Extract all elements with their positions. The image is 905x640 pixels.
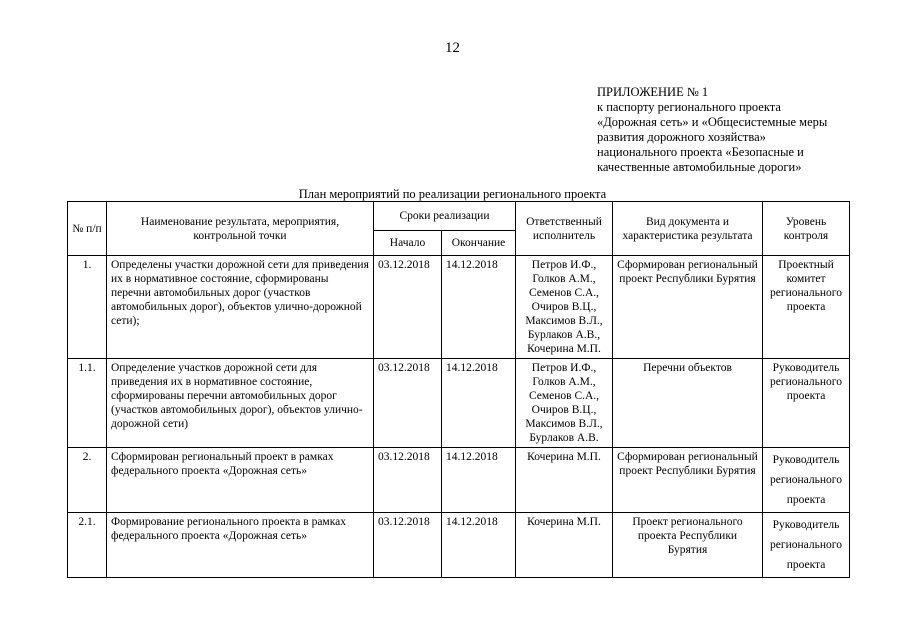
- row-control: Проектный комитет регионального проекта: [763, 256, 850, 359]
- header-doc: Вид документа и характеристика результата: [613, 202, 763, 256]
- appendix-heading: [597, 85, 887, 175]
- executor: Очиров В.Ц.,: [531, 301, 597, 313]
- header-start: Начало: [374, 231, 442, 256]
- appendix-line: качественные автомобильные дороги»: [597, 160, 802, 174]
- row-control: Руководитель регионального проекта: [763, 513, 850, 578]
- row-name: Определение участков дорожной сети для приведения их в нормативное состояние, сформированы перечни автомобильных дорог (участков автомобильных дорог), объектов улично-дорожной сети): [107, 359, 374, 448]
- row-doc: Сформирован региональный проект Республики Бурятия: [613, 448, 763, 513]
- table-row: [68, 256, 850, 359]
- table-header-row: [68, 202, 850, 231]
- row-start: 03.12.2018: [374, 513, 442, 578]
- plan-title-text: План мероприятий по реализации регионального проекта: [298, 187, 607, 201]
- row-executors: [516, 359, 613, 448]
- plan-table: [67, 201, 850, 578]
- header-end: Окончание: [442, 231, 516, 256]
- appendix-line: «Дорожная сеть» и «Общесистемные меры: [597, 115, 828, 129]
- executor: Максимов В.Л.,: [525, 418, 603, 430]
- appendix-line: национального проекта «Безопасные и: [597, 145, 804, 159]
- row-start: 03.12.2018: [374, 256, 442, 359]
- appendix-line: ПРИЛОЖЕНИЕ № 1: [597, 85, 709, 99]
- row-end: 14.12.2018: [442, 448, 516, 513]
- executor: Кочерина М.П.: [527, 343, 601, 355]
- row-end: 14.12.2018: [442, 256, 516, 359]
- executor: Кочерина М.П.: [527, 451, 601, 463]
- row-name: Формирование регионального проекта в рамках федерального проекта «Дорожная сеть»: [107, 513, 374, 578]
- row-num: 2.: [68, 448, 107, 513]
- executor: Петров И.Ф.,: [531, 362, 597, 374]
- row-start: 03.12.2018: [374, 359, 442, 448]
- appendix-line: развития дорожного хозяйства»: [597, 130, 766, 144]
- row-doc: Сформирован региональный проект Республики Бурятия: [613, 256, 763, 359]
- header-num: № п/п: [68, 202, 107, 256]
- page-number: 12: [445, 40, 460, 56]
- row-doc: Проект регионального проекта Республики Бурятия: [613, 513, 763, 578]
- row-name: Определены участки дорожной сети для приведения их в нормативное состояние, сформированы перечни автомобильных дорог (участков автомобильных дорог), объектов улично-дорожной сети);: [107, 256, 374, 359]
- header-terms: Сроки реализации: [374, 202, 516, 231]
- executor: Кочерина М.П.: [527, 516, 601, 528]
- row-doc: Перечни объектов: [613, 359, 763, 448]
- executor: Семенов С.А.,: [528, 287, 600, 299]
- row-num: 1.: [68, 256, 107, 359]
- executor: Семенов С.А.,: [528, 390, 600, 402]
- row-control: Руководитель регионального проекта: [763, 448, 850, 513]
- executor: Максимов В.Л.,: [525, 315, 603, 327]
- table-row: [68, 448, 850, 513]
- row-name: Сформирован региональный проект в рамках федерального проекта «Дорожная сеть»: [107, 448, 374, 513]
- row-executors: [516, 256, 613, 359]
- appendix-line: к паспорту регионального проекта: [597, 100, 781, 114]
- executor: Голков А.М.,: [532, 376, 596, 388]
- row-control: Руководитель регионального проекта: [763, 359, 850, 448]
- executor: Очиров В.Ц.,: [531, 404, 597, 416]
- table-row: [68, 359, 850, 448]
- row-end: 14.12.2018: [442, 513, 516, 578]
- executor: Бурлаков А.В.,: [527, 329, 601, 341]
- executor: Голков А.М.,: [532, 273, 596, 285]
- row-executors: [516, 448, 613, 513]
- plan-title: [0, 187, 905, 202]
- header-name: Наименование результата, мероприятия, контрольной точки: [107, 202, 374, 256]
- header-control: Уровень контроля: [763, 202, 850, 256]
- row-end: 14.12.2018: [442, 359, 516, 448]
- executor: Петров И.Ф.,: [531, 259, 597, 271]
- table-row: [68, 513, 850, 578]
- row-num: 2.1.: [68, 513, 107, 578]
- header-executor: Ответственный исполнитель: [516, 202, 613, 256]
- row-num: 1.1.: [68, 359, 107, 448]
- executor: Бурлаков А.В.: [529, 432, 599, 444]
- row-start: 03.12.2018: [374, 448, 442, 513]
- row-executors: [516, 513, 613, 578]
